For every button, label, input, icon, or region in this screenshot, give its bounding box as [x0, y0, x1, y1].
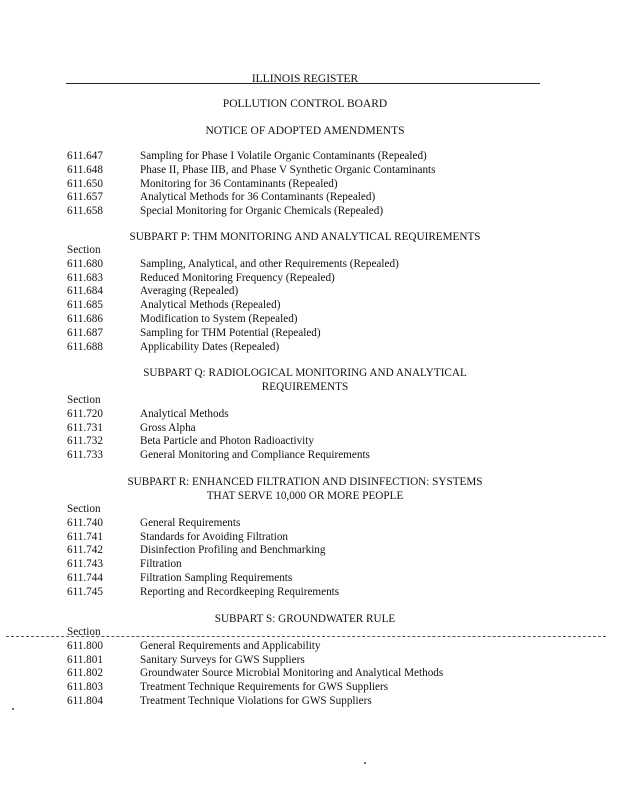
subpart-q-title-line2: REQUIREMENTS: [261, 380, 349, 393]
list-item: [67, 586, 339, 600]
section-number: 611.803: [67, 681, 103, 694]
section-title: Disinfection Profiling and Benchmarking: [140, 544, 326, 557]
section-number: 611.740: [67, 516, 103, 529]
section-number: 611.657: [67, 191, 103, 204]
section-title: Analytical Methods (Repealed): [140, 299, 281, 312]
list-item: [67, 313, 399, 327]
scan-speck: [364, 762, 366, 764]
subpart-r-list: [67, 503, 339, 600]
section-label: Section: [67, 626, 101, 638]
list-item: [67, 640, 443, 654]
subpart-p-list: [67, 244, 399, 354]
section-number: 611.650: [67, 177, 103, 190]
section-number: 611.732: [67, 435, 103, 448]
list-item: [67, 285, 399, 299]
list-item: [67, 572, 339, 586]
section-title: Phase II, Phase IIB, and Phase V Synthetic Organic Contaminants: [140, 163, 436, 176]
section-title: Beta Particle and Photon Radioactivity: [140, 435, 314, 448]
list-item: [67, 178, 436, 192]
section-number: 611.687: [67, 326, 103, 339]
section-number: 611.731: [67, 421, 103, 434]
list-item: [67, 341, 399, 355]
section-title: Treatment Technique Requirements for GWS Suppliers: [140, 681, 389, 694]
section-title: Sampling, Analytical, and other Requirements (Repealed): [140, 257, 399, 270]
section-title: Treatment Technique Violations for GWS Suppliers: [140, 694, 372, 707]
top-section-list: [67, 150, 436, 219]
section-title: General Requirements: [140, 516, 241, 529]
section-number: 611.688: [67, 340, 103, 353]
list-item: [67, 272, 399, 286]
section-number: 611.743: [67, 558, 103, 571]
subpart-p-title: SUBPART P: THM MONITORING AND ANALYTICAL REQUIREMENTS: [129, 231, 481, 243]
section-number: 611.680: [67, 257, 103, 270]
list-item: [67, 164, 436, 178]
list-item: [67, 654, 443, 668]
section-title: Analytical Methods for 36 Contaminants (Repealed): [140, 191, 376, 204]
section-title: Filtration: [140, 558, 182, 571]
subpart-r-title-line1: SUBPART R: ENHANCED FILTRATION AND DISINFECTION: SYSTEMS: [127, 476, 483, 488]
section-number: 611.744: [67, 571, 103, 584]
subpart-s-title: SUBPART S: GROUNDWATER RULE: [214, 613, 396, 625]
section-title: Sanitary Surveys for GWS Suppliers: [140, 653, 305, 666]
list-item: [67, 681, 443, 695]
section-title: Reporting and Recordkeeping Requirements: [140, 585, 340, 598]
section-number: 611.683: [67, 271, 103, 284]
register-title: ILLINOIS REGISTER: [251, 73, 359, 85]
section-label: Section: [67, 503, 101, 515]
list-item: [67, 422, 370, 436]
list-item: [67, 435, 370, 449]
list-item: [67, 695, 443, 709]
subpart-q-title: [60, 367, 550, 394]
list-item: [67, 205, 436, 219]
section-title: Reduced Monitoring Frequency (Repealed): [140, 271, 335, 284]
list-item: [67, 191, 436, 205]
section-number: 611.684: [67, 285, 103, 298]
section-title: Sampling for THM Potential (Repealed): [140, 326, 321, 339]
section-title: General Requirements and Applicability: [140, 639, 321, 652]
notice-title: NOTICE OF ADOPTED AMENDMENTS: [205, 125, 405, 137]
list-item: [67, 517, 339, 531]
section-title: Applicability Dates (Repealed): [140, 340, 280, 353]
section-title: General Monitoring and Compliance Requirements: [140, 449, 370, 462]
subpart-r-title-line2: THAT SERVE 10,000 OR MORE PEOPLE: [206, 489, 404, 502]
section-number: 611.801: [67, 653, 103, 666]
scan-speck: [12, 708, 14, 710]
section-title: Special Monitoring for Organic Chemicals (Repealed): [140, 205, 384, 218]
list-item: [67, 667, 443, 681]
section-number: 611.647: [67, 150, 103, 162]
subpart-r-title: [60, 476, 550, 503]
list-item: [67, 258, 399, 272]
section-title: Filtration Sampling Requirements: [140, 571, 293, 584]
section-number: 611.800: [67, 639, 103, 652]
list-item: [67, 408, 370, 422]
section-number: 611.741: [67, 530, 103, 543]
section-number: 611.658: [67, 205, 103, 218]
section-label: Section: [67, 244, 101, 256]
list-item: [67, 531, 339, 545]
list-item: [67, 558, 339, 572]
section-number: 611.648: [67, 163, 103, 176]
section-title: Sampling for Phase I Volatile Organic Contaminants (Repealed): [140, 150, 427, 162]
section-number: 611.733: [67, 449, 103, 462]
section-number: 611.742: [67, 544, 103, 557]
section-title: Gross Alpha: [140, 421, 196, 434]
list-item: [67, 544, 339, 558]
section-number: 611.804: [67, 694, 103, 707]
list-item: [67, 299, 399, 313]
section-number: 611.686: [67, 312, 103, 325]
subpart-s-list: [67, 626, 443, 709]
section-title: Modification to System (Repealed): [140, 312, 298, 325]
subpart-q-title-line1: SUBPART Q: RADIOLOGICAL MONITORING AND ANALYTICAL: [143, 367, 467, 379]
section-title: Monitoring for 36 Contaminants (Repealed): [140, 177, 338, 190]
section-title: Averaging (Repealed): [140, 285, 239, 298]
board-name: POLLUTION CONTROL BOARD: [222, 98, 388, 110]
section-number: 611.720: [67, 407, 103, 420]
section-title: Groundwater Source Microbial Monitoring and Analytical Methods: [140, 667, 444, 680]
section-title: Standards for Avoiding Filtration: [140, 530, 289, 543]
section-label: Section: [67, 394, 101, 406]
list-item: [67, 449, 370, 463]
section-number: 611.745: [67, 585, 103, 598]
list-item: [67, 327, 399, 341]
section-title: Analytical Methods: [140, 407, 229, 420]
section-number: 611.802: [67, 667, 103, 680]
section-number: 611.685: [67, 299, 103, 312]
subpart-q-list: [67, 394, 370, 463]
list-item: [67, 150, 436, 164]
